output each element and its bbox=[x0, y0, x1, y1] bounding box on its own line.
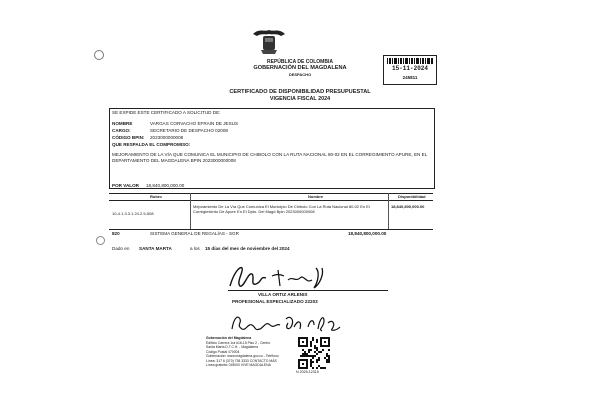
despacho-label: DESPACHO bbox=[288, 72, 312, 77]
coat-of-arms-icon bbox=[251, 26, 287, 58]
name-label: NOMBRE bbox=[112, 121, 133, 126]
signer-role: PROFESIONAL ESPECIALIZADO 22203 bbox=[232, 299, 318, 304]
footer-line-3: Santa Marta D.T.C.H. - Magdalena bbox=[206, 345, 259, 349]
table-bottom-border bbox=[109, 229, 433, 230]
footer-line-1: Gobernación del Magdalena bbox=[206, 336, 252, 340]
footer-line-5: Gobernación: www.magdalena.gov.co - Teléfono bbox=[206, 354, 279, 358]
row-nombre: Mejoramiento De La Vía Que Comunica El Municipio De Chibolo Con La Ruta Nacional 80-02 En El Corregimiento De Apure En El Dpto. Del Magd Bpin 2023000000008 bbox=[193, 204, 370, 215]
commitment-text: MEJORAMIENTO DE LA VÍA QUE COMUNICA EL MUNICIPIO DE CHIBOLO CON LA RUTA NACIONAL 80-02 EN EL CORREGIMIENTO APURE, EN EL DEPARTAMENTO DEL MAGDALENA BPIN 2023000000008 bbox=[112, 152, 428, 163]
punch-hole-bottom bbox=[96, 236, 105, 245]
table-col-divider-2 bbox=[388, 193, 389, 229]
request-intro: SE EXPIDE ESTE CERTIFICADO A SOLICITUD DE: bbox=[112, 110, 221, 115]
sgr-code: 820 bbox=[112, 231, 120, 236]
footer-info bbox=[206, 336, 298, 368]
footer-line-2: Edificio Carrera 1ra #16-15 Piso 2 - Centro bbox=[206, 340, 271, 345]
footer-line-7: Línea gratuita: 018000 VIVE MAGDALENA bbox=[206, 363, 271, 367]
sgr-text: SISTEMA GENERAL DE REGALÍAS - SGR bbox=[150, 231, 239, 236]
position-label: CARGO: bbox=[112, 128, 131, 133]
col-header-rubro: Rubro bbox=[150, 194, 162, 199]
place-connector: a los bbox=[190, 246, 200, 251]
barcode-icon bbox=[387, 58, 433, 64]
signature-line bbox=[228, 290, 388, 291]
row-rubro: 10-4.1.3.3.1.24.2.5-508 bbox=[112, 211, 154, 216]
stamp-date: 15-11-2024 bbox=[391, 65, 428, 72]
table-header-border bbox=[109, 200, 433, 201]
bpin-label: CÓDIGO BPIN: bbox=[112, 135, 145, 140]
republic-label: REPÚBLICA DE COLOMBIA bbox=[267, 59, 333, 65]
receipt-stamp bbox=[383, 55, 437, 85]
government-label: GOBERNACIÓN DEL MAGDALENA bbox=[253, 65, 347, 71]
bpin-value: 2023000000008 bbox=[150, 135, 184, 140]
footer-line-6: Línea: 317 6 (370) 738 3333 CONTACTO MÁS bbox=[206, 358, 277, 363]
col-header-disponibilidad: Disponibilidad bbox=[398, 194, 426, 199]
value-amount: 18,840,800,000.00 bbox=[146, 183, 185, 188]
qr-code-icon bbox=[298, 337, 330, 369]
issue-date: 15 días del mes de noviembre del 2024 bbox=[205, 246, 290, 251]
footer-line-4: Código Postal 470004 bbox=[206, 349, 240, 354]
qr-caption: N 2025-12315 bbox=[296, 370, 319, 374]
col-header-nombre: Nombre bbox=[308, 194, 324, 199]
place-prefix: Dado en bbox=[112, 246, 130, 251]
table-col-divider-1 bbox=[190, 193, 191, 229]
commitment-label: QUE RESPALDA EL COMPROMISO: bbox=[112, 142, 191, 147]
certificate-title: CERTIFICADO DE DISPONIBILIDAD PRESUPUESTAL bbox=[229, 89, 371, 95]
name-value: VARGAS CORVACHO EFRAIN DE JESUS bbox=[150, 121, 239, 126]
value-label: POR VALOR bbox=[112, 183, 139, 188]
row-disponibilidad: 18,840,800,000.00 bbox=[391, 204, 425, 209]
signer-name: VILLA ORTIZ ARLENIS bbox=[258, 292, 308, 297]
position-value: SECRETARIO DE DESPACHO 02008 bbox=[150, 128, 228, 133]
sgr-amount: 18,840,800,000.00 bbox=[348, 231, 387, 236]
received-note bbox=[228, 311, 348, 333]
fiscal-year-title: VIGENCIA FISCAL 2024 bbox=[269, 96, 331, 102]
place-city: SANTA MARTA bbox=[139, 246, 172, 251]
stamp-number: 245811 bbox=[402, 75, 418, 80]
